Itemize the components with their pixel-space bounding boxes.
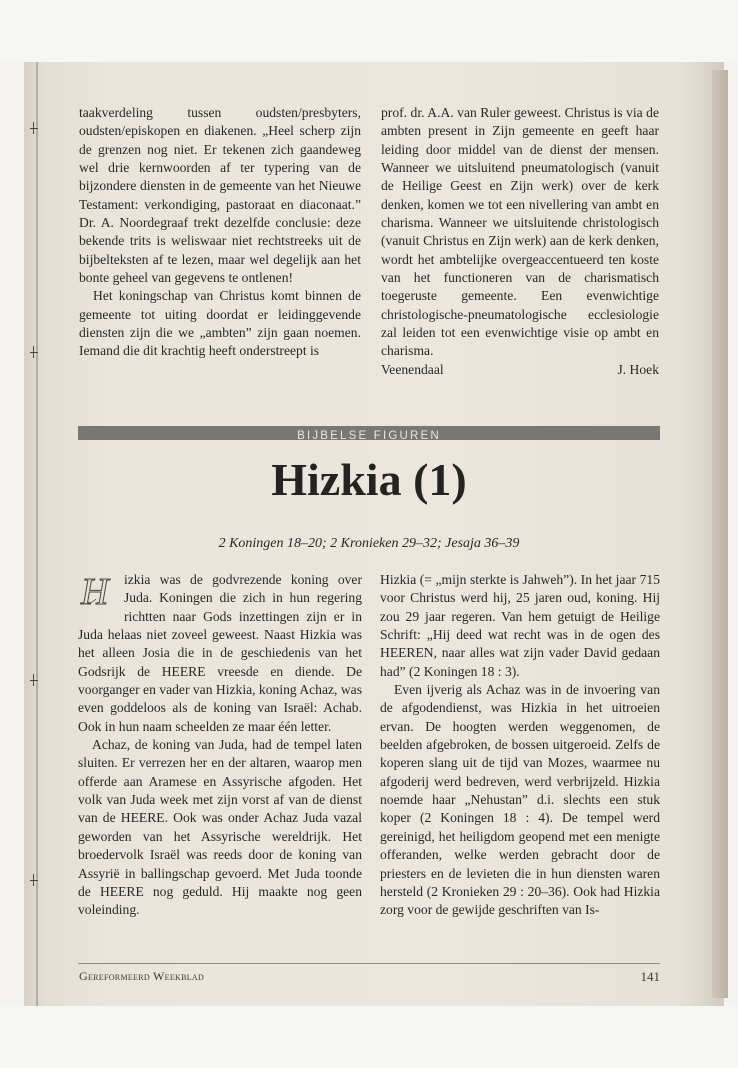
paragraph (78, 571, 362, 736)
paragraph: Hizkia (= „mijn sterkte is Jahweh”). In het jaar 715 voor Christus werd hij, 25 jaren oud, koning. Hij zou 29 jaar regeren. Van hem getuigt de Heilige Schrift: „Hij deed wat recht was in de ogen des HEEREN, naar alles wat zijn vader David gedaan had” (2 Koningen 18 : 3). (380, 572, 660, 679)
registration-mark (33, 346, 34, 358)
article-subtitle: 2 Koningen 18–20; 2 Kronieken 29–32; Jesaja 36–39 (218, 536, 520, 551)
upper-left-column (79, 104, 361, 361)
paragraph: Even ijverig als Achaz was in de invoering van de afgodendienst, was Hizkia in het uitroeien ervan. De hoogten werden weggenomen, de beelden afgebroken, de bossen uitgeroeid. Zelfs de koperen slang uit de tijd van Mozes, waarmee nu afgoderij werd bedreven, werd verbrijzeld. Hizkia noemde haar „Nehustan” d.i. slechts een stuk koper (2 Koningen 18 : 4). De tempel werd gereinigd, het heiligdom geopend met een menigte offeranden, welke werden gebracht door de priesters en de levieten die in hun diensten waren hersteld (2 Kronieken 29 : 20–36). Ook had Hizkia zorg voor de gewijde geschriften van Is- (380, 682, 660, 918)
article-left-column (78, 571, 362, 920)
registration-mark (33, 122, 34, 134)
signature-place: Veenendaal (381, 361, 444, 377)
dropcap-letter: H (81, 573, 109, 609)
paragraph-text: izkia was de godvrezende koning over Juda. Koningen die zich in hun regering richtten naar Gods inzettingen zijn er in Juda helaas niet zoveel geweest. Naast Hizkia was het alleen Josia die in de geschiedenis van het Godsrijk de HEERE vreesde en diende. De voorganger en vader van Hizkia, koning Achaz, was even goddeloos als de koning van Israël: Achab. Ook in hun naam scheelden ze maar één letter. (78, 572, 362, 734)
scan-background-bottom (0, 1006, 738, 1068)
scan-background-top (0, 0, 738, 62)
paragraph: Achaz, de koning van Juda, had de tempel laten sluiten. Er verrezen her en der altaren, waarop men offerde aan Aramese en Assyrische afgoden. Het volk van Juda week met zijn vorst af van de dienst van de HEERE. Ook was onder Achaz Juda vazal geworden van het Assyrische wereldrijk. Het broedervolk Israël was reeds door de koning van Assyrië in ballingschap gevoerd. Met Juda toonde de HEERE nog geduld. Hij maakte nog geen voleinding. (78, 737, 362, 918)
registration-mark (33, 674, 34, 686)
publication-name: Gereformeerd Weekblad (79, 969, 205, 983)
article-right-column (380, 571, 660, 920)
upper-right-column (381, 104, 659, 379)
signature-name: J. Hoek (617, 361, 659, 377)
registration-mark (30, 680, 38, 681)
section-label: BIJBELSE FIGUREN (297, 430, 441, 442)
author-signature (381, 361, 659, 379)
page-edge-shadow (712, 70, 728, 998)
registration-mark (30, 880, 38, 881)
registration-mark (33, 874, 34, 886)
footer-rule (78, 963, 660, 964)
article-title: Hizkia (1) (271, 454, 467, 505)
registration-mark (30, 352, 38, 353)
paragraph: prof. dr. A.A. van Ruler geweest. Christus is via de ambten present in Zijn gemeente en geeft haar leiding door middel van de dienst der mensen. Wanneer we uitsluitend pneumatologisch (vanuit de Heilige Geest en Zijn werk) over de kerk denken, komen we tot een nivellering van ambt en charisma. Wanneer we uitsluitende christologisch (vanuit Christus en Zijn werk) aan de kerk denken, wordt het ambtelijke overgeaccentueerd ten koste van het functioneren van de charismatisch toegeruste gemeente. Een evenwichtige christologische-pneumatologische ecclesiologie zal leiden tot een evenwichtige visie op ambt en charisma. (381, 105, 659, 359)
dropcap-h-initial (78, 573, 118, 609)
binding-line (36, 62, 38, 1006)
paragraph: Het koningschap van Christus komt binnen de gemeente tot uiting doordat er leidinggevende diensten zijn die we „ambten” zijn gaan noemen. Iemand die dit krachtig heeft onderstreept is (79, 288, 361, 359)
page-number: 141 (640, 969, 660, 984)
registration-mark (30, 128, 38, 129)
paragraph: taakverdeling tussen oudsten/presbyters, oudsten/episkopen en diakenen. „Heel scherp zijn de grenzen nog niet. Er tekenen zich gaandeweg wel drie kernwoorden af ter typering van de bijzondere diensten in de gemeente van het Nieuwe Testament: verkondiging, pastoraat en diaconaat.” Dr. A. Noordegraaf trekt dezelfde conclusie: deze bekende trits is weliswaar niet rechtstreeks uit de bijbelteksten af te lezen, maar wel degelijk aan het bonte geheel van gegevens te ontlenen! (79, 105, 361, 286)
section-heading-bar (78, 426, 660, 440)
